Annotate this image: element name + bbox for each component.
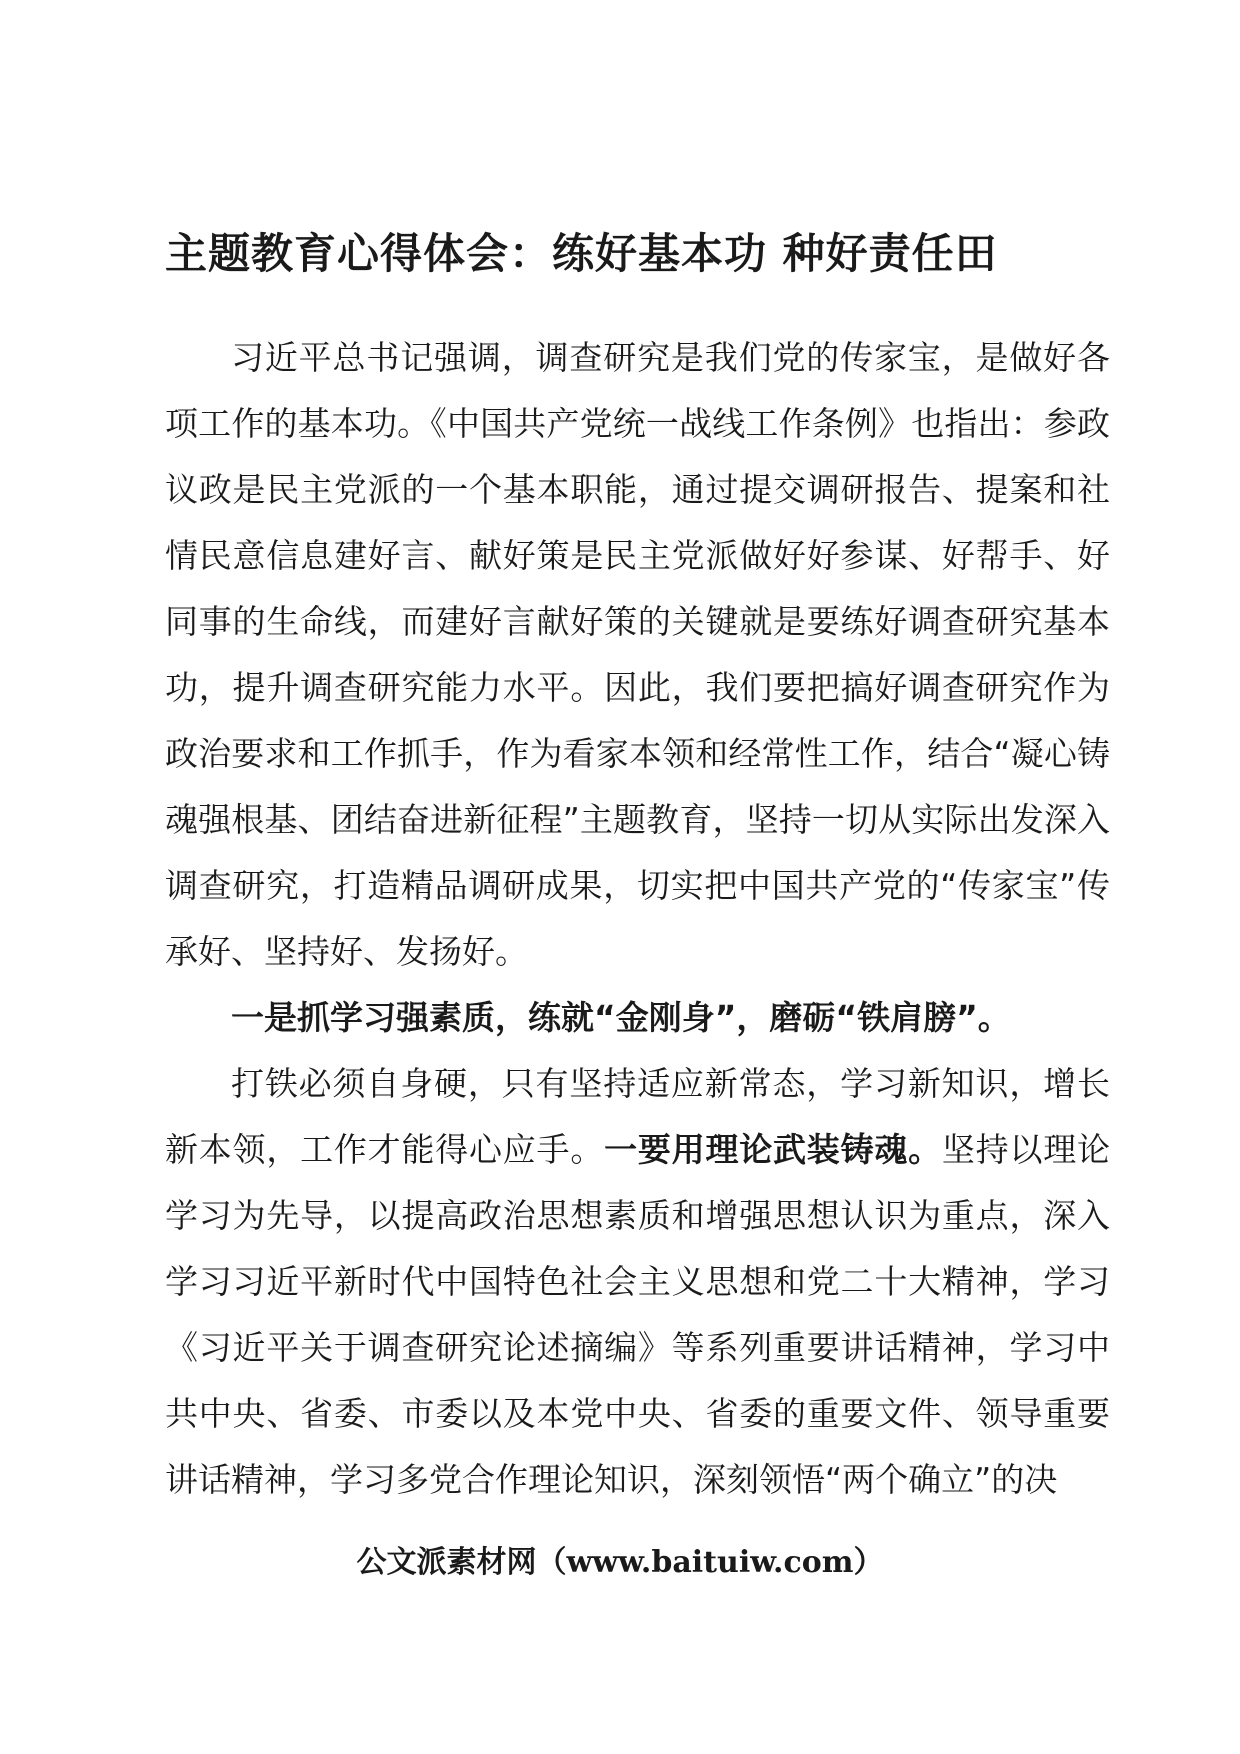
paragraph-lead-text: 打铁必须自身硬，只有坚持适应新常态，学习新知识，增长新本领，工作才能得心应手。 [165,1064,1110,1169]
paragraph-intro: 习近平总书记强调，调查研究是我们党的传家宝，是做好各项工作的基本功。《中国共产党统一战线工作条例》也指出：参政议政是民主党派的一个基本职能，通过提交调研报告、提案和社情民意信息建好言、献好策是民主党派做好好参谋、好帮手、好同事的生命线，而建好言献好策的关键就是要练好调查研究基本功，提升调查研究能力水平。因此，我们要把搞好调查研究作为政治要求和工作抓手，作为看家本领和经常性工作，结合“凝心铸魂强根基、团结奋进新征程”主题教育，坚持一切从实际出发深入调查研究，打造精品调研成果，切实把中国共产党的“传家宝”传承好、坚持好、发扬好。 [165,338,1110,971]
paragraph-bold-phrase: 一要用理论武装铸魂。 [604,1130,942,1169]
document-title: 主题教育心得体会：练好基本功 种好责任田 [165,229,998,278]
document-body [165,325,1110,1513]
footer-watermark: 公文派素材网（www.baituiw.com） [356,1545,884,1580]
paragraph-rest-text: 坚持以理论学习为先导，以提高政治思想素质和增强思想认识为重点，深入学习习近平新时代中国特色社会主义思想和党二十大精神，学习《习近平关于调查研究论述摘编》等系列重要讲话精神，学习中共中央、省委、市委以及本党中央、省委的重要文件、领导重要讲话精神，学习多党合作理论知识，深刻领悟“两个确立”的决 [165,1130,1111,1499]
section-heading: 一是抓学习强素质，练就“金刚身”，磨砺“铁肩膀”。 [231,998,1011,1037]
paragraph-section-1 [165,1051,1110,1513]
